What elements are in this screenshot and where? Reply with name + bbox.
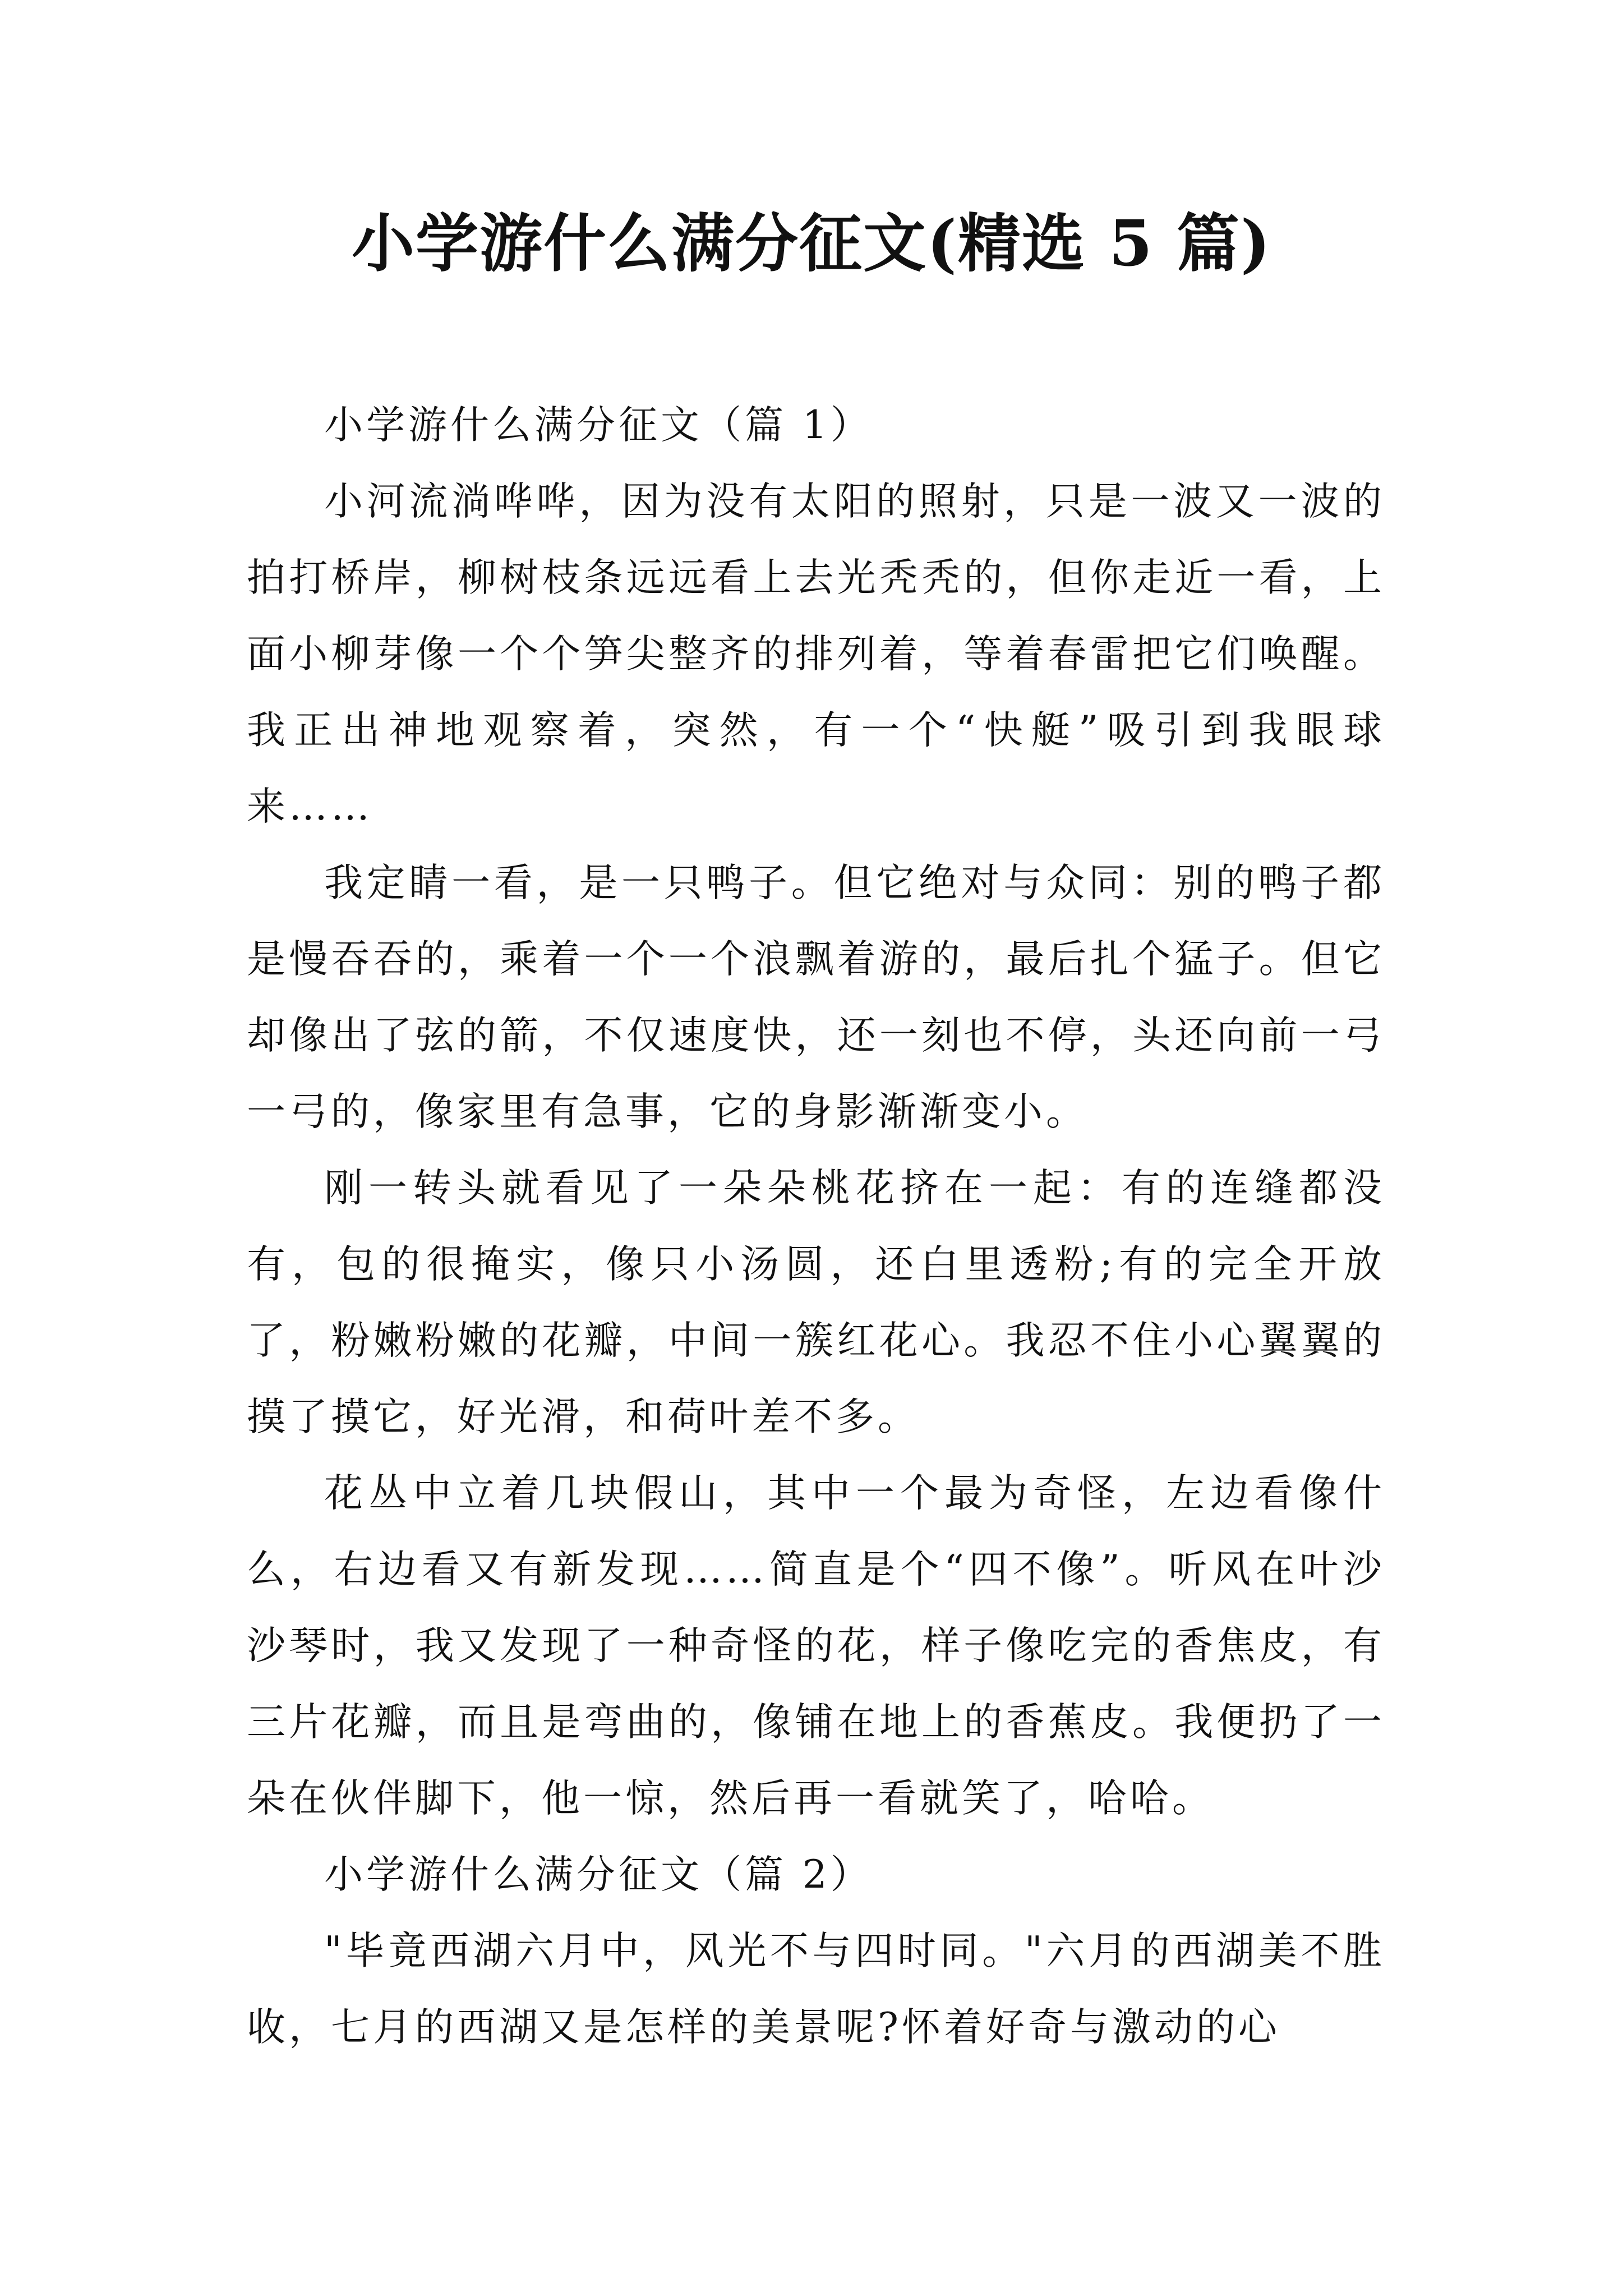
paragraph: 小河流淌哗哗，因为没有太阳的照射，只是一波又一波的拍打桥岸，柳树枝条远远看上去光秃秃的，但你走近一看，上面小柳芽像一个个笋尖整齐的排列着，等着春雷把它们唤醒。我正出神地观察着，突然，有一个“快艇”吸引到我眼球来…… — [247, 479, 1385, 829]
section-heading-2: 小学游什么满分征文（篇 2） — [324, 1852, 873, 1897]
section-heading-1: 小学游什么满分征文（篇 1） — [324, 403, 873, 448]
paragraph: 花丛中立着几块假山，其中一个最为奇怪，左边看像什么，右边看又有新发现……简直是个“四不像”。听风在叶沙沙琴时，我又发现了一种奇怪的花，样子像吃完的香焦皮，有三片花瓣，而且是弯曲的，像铺在地上的香蕉皮。我便扔了一朵在伙伴脚下，他一惊，然后再一看就笑了，哈哈。 — [247, 1471, 1385, 1821]
document-body — [247, 387, 1385, 2065]
paragraph: 刚一转头就看见了一朵朵桃花挤在一起：有的连缝都没有，包的很掩实，像只小汤圆，还白里透粉;有的完全开放了，粉嫩粉嫩的花瓣，中间一簇红花心。我忍不住小心翼翼的摸了摸它，好光滑，和荷叶差不多。 — [247, 1166, 1385, 1439]
paragraph: "毕竟西湖六月中，风光不与四时同。"六月的西湖美不胜收，七月的西湖又是怎样的美景呢?怀着好奇与激动的心 — [247, 1929, 1385, 2050]
paragraph: 我定睛一看，是一只鸭子。但它绝对与众同：别的鸭子都是慢吞吞的，乘着一个一个浪飘着游的，最后扎个猛子。但它却像出了弦的箭，不仅速度快，还一刻也不停，头还向前一弓一弓的，像家里有急事，它的身影渐渐变小。 — [247, 861, 1385, 1134]
document-title: 小学游什么满分征文(精选 5 篇) — [352, 207, 1271, 280]
